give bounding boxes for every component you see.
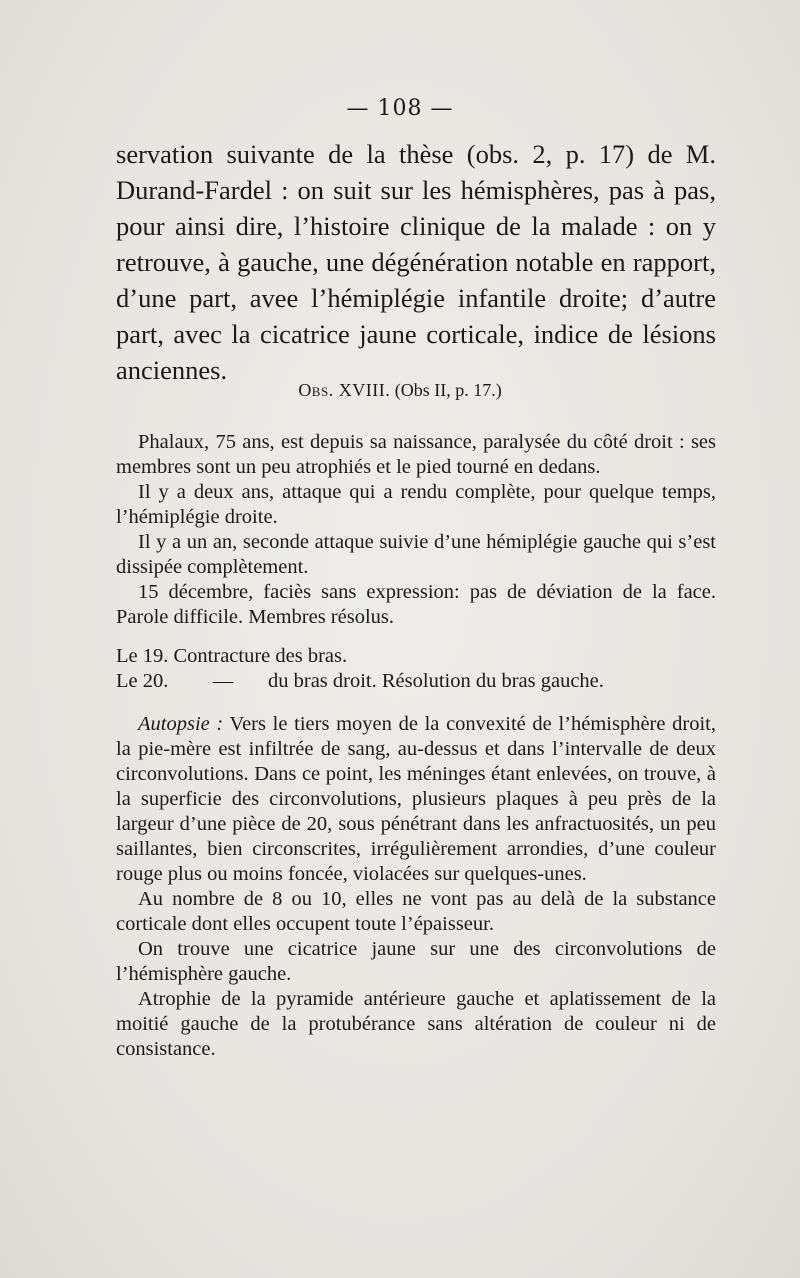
case-paragraph: Phalaux, 75 ans, est depuis sa naissance, paralysée du côté droit : ses membres sont un peu atrophiés et le pied tourné en dedans.: [116, 431, 716, 478]
intro-paragraph: servation suivante de la thèse (obs. 2, p. 17) de M. Durand-Fardel : on suit sur les hémisphères, pas à pas, pour ainsi dire, l’histoire clinique de la malade : on y retrouve, à gauche, une dégénération notable en rapport, d’une part, avee l’hémiplégie infantile droite; d’autre part, avec la cicatrice jaune corticale, indice de lésions anciennes.: [116, 139, 716, 385]
autopsy-paragraph: [116, 712, 716, 887]
case-paragraph: Il y a deux ans, attaque qui a rendu complète, pour quelque temps, l’hémiplégie droite.: [116, 481, 716, 528]
intro-text: [116, 136, 716, 388]
case-paragraph: Au nombre de 8 ou 10, elles ne vont pas au delà de la substance corticale dont elles occupent toute l’épaisseur.: [116, 888, 716, 935]
page-number: — 108 —: [346, 96, 454, 121]
case-paragraph: On trouve une cicatrice jaune sur une des circonvolutions de l’hémisphère gauche.: [116, 938, 716, 985]
day-label: Le 20.: [116, 670, 169, 692]
case-paragraph: Il y a un an, seconde attaque suivie d’une hémiplégie gauche qui s’est dissipée complètement.: [116, 531, 716, 578]
case-paragraph: Le 19. Contracture des bras.: [116, 645, 348, 667]
autopsy-label: Autopsie :: [138, 713, 224, 735]
day-text: du bras droit. Résolution du bras gauche.: [268, 670, 604, 692]
case-paragraph-day-20: [116, 669, 716, 694]
observation-reference: (Obs II, p. 17.): [394, 380, 502, 400]
observation-heading: [0, 380, 800, 401]
case-paragraph: 15 décembre, faciès sans expression: pas de déviation de la face. Parole difficile. Membres résolus.: [116, 581, 716, 628]
case-paragraph: Atrophie de la pyramide antérieure gauche et aplatissement de la moitié gauche de la protubérance sans altération de couleur ni de consistance.: [116, 988, 716, 1060]
ditto-dash: —: [212, 670, 234, 692]
observation-label: Obs. XVIII.: [298, 380, 391, 400]
case-report: [116, 430, 716, 1062]
autopsy-text: Vers le tiers moyen de la convexité de l’hémisphère droit, la pie-mère est infiltrée de sang, au-dessus et dans l’intervalle de deux circonvolutions. Dans ce point, les méninges étant enlevées, on trouve, à la superficie des circonvolutions, plusieurs plaques à peu près de la largeur d’une pièce de 20, sous pénétrant dans les anfractuosités, un peu saillantes, bien circonscrites, irrégulièrement arrondies, d’une couleur rouge plus ou moins foncée, violacées sur quelques-unes.: [116, 713, 716, 885]
